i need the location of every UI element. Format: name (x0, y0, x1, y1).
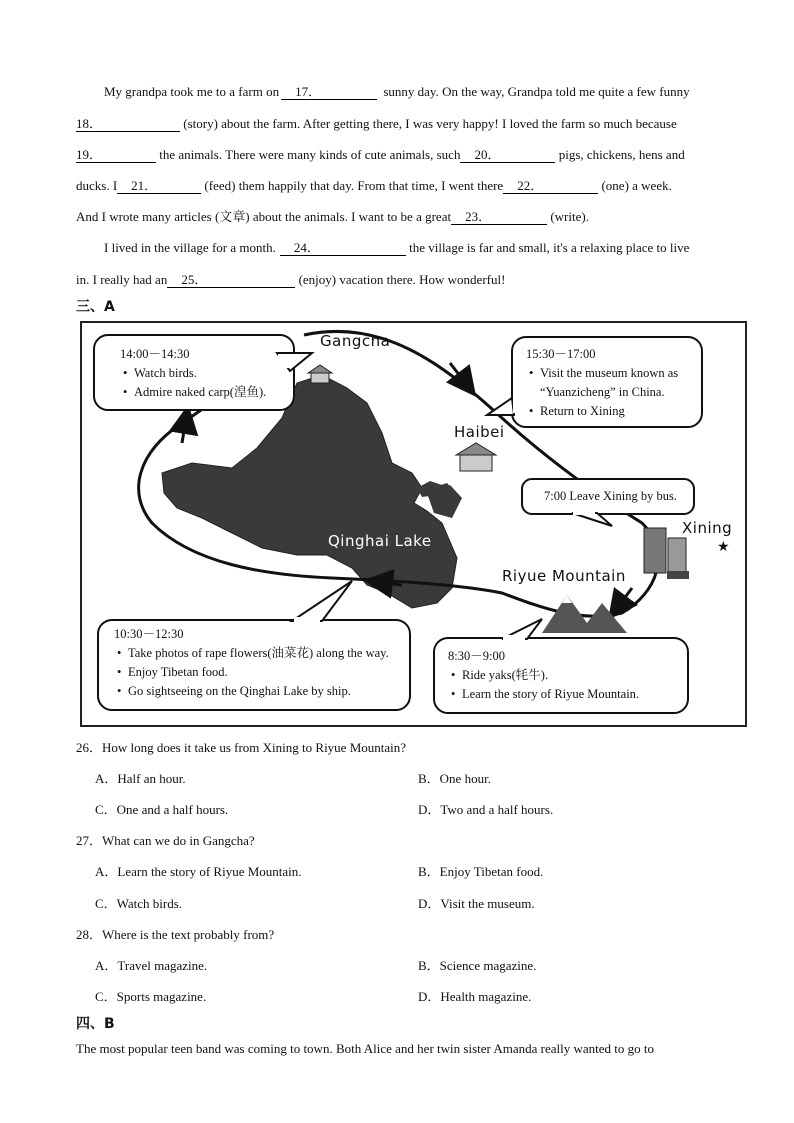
option-27-d[interactable]: D．Visit the museum. (418, 896, 535, 911)
option-27-a[interactable]: A．Learn the story of Riyue Mountain. (95, 864, 302, 879)
passage-text: (enjoy) vacation there. How wonderful! (298, 272, 506, 287)
passage-b-first-line: The most popular teen band was coming to town. Both Alice and her twin sister Amanda really wanted to go to (76, 1041, 655, 1056)
bubble-item: • Visit the museum known as (540, 364, 678, 383)
blank-18[interactable] (76, 117, 180, 132)
bubble-time: 8:30－9:00 (448, 649, 505, 663)
bubble-item: • Admire naked carp(湟鱼). (134, 383, 266, 402)
bubble-item: • Learn the story of Riyue Mountain. (462, 685, 639, 704)
bubble-riyue-mountain (448, 647, 639, 704)
place-label-gangcha: Gangcha (320, 332, 391, 350)
bubble-item: • Enjoy Tibetan food. (128, 663, 389, 682)
passage-line-5 (76, 208, 746, 226)
bubble-leave-xining: 7:00 Leave Xining by bus. (544, 489, 677, 503)
place-label-xining: Xining (682, 519, 733, 537)
bubble-item: • Watch birds. (134, 364, 266, 383)
passage-text: the animals. There were many kinds of cute animals, such (159, 147, 461, 162)
bubble-item-continued (540, 383, 678, 402)
blank-20[interactable] (460, 148, 555, 163)
blank-24-label: 24． (293, 240, 320, 255)
capital-star-icon: ★ (717, 540, 730, 555)
bubble-gangcha (120, 345, 266, 402)
option-26-b[interactable]: B．One hour. (418, 771, 491, 786)
option-26-c[interactable]: C．One and a half hours. (95, 802, 229, 817)
passage-text: sunny day. On the way, Grandpa told me quite a few funny (383, 84, 690, 99)
bubble-qinghai-lake (114, 625, 389, 701)
passage-text: in. I really had an (76, 272, 168, 287)
blank-21-label: 21． (131, 178, 158, 193)
passage-text: (one) a week. (601, 178, 672, 193)
bubble-item: • Take photos of rape flowers(油菜花) along the way. (128, 644, 389, 663)
passage-text: My grandpa took me to a farm on (104, 84, 280, 99)
question-28: 28．Where is the text probably from? (76, 927, 275, 942)
place-label-riyue-mountain: Riyue Mountain (502, 567, 626, 585)
passage-line-3 (76, 146, 746, 164)
blank-20-label: 20． (474, 147, 501, 162)
passage-text: ducks. I (76, 178, 118, 193)
haibei-house-icon (456, 443, 496, 471)
option-26-a[interactable]: A．Half an hour. (95, 771, 186, 786)
blank-22-label: 22． (517, 178, 544, 193)
route-arrow-2 (617, 588, 632, 608)
blank-17[interactable] (281, 85, 377, 100)
bubble-time: 15:30－17:00 (526, 347, 596, 361)
bubble-time: 14:00－14:30 (120, 347, 190, 361)
option-26-d[interactable]: D．Two and a half hours. (418, 802, 554, 817)
bubble-item: • Ride yaks(牦牛). (462, 666, 639, 685)
blank-19-label: 19． (76, 147, 103, 162)
passage-text: And I wrote many articles (文章) about the animals. I want to be a great (76, 209, 452, 224)
passage-line-1 (104, 83, 746, 101)
option-27-b[interactable]: B．Enjoy Tibetan food. (418, 864, 544, 879)
blank-17-label: 17． (295, 84, 322, 99)
option-28-d[interactable]: D．Health magazine. (418, 989, 532, 1004)
section-heading-4b: 四、B (76, 1016, 115, 1032)
question-27: 27．What can we do in Gangcha? (76, 833, 255, 848)
option-27-c[interactable]: C．Watch birds. (95, 896, 183, 911)
blank-22[interactable] (503, 179, 598, 194)
question-26: 26．How long does it take us from Xining to Riyue Mountain? (76, 740, 407, 755)
bubble-item-text: “Yuanzicheng” in China. (540, 385, 665, 399)
passage-text: (feed) them happily that day. From that time, I went there (204, 178, 504, 193)
passage-line-7 (76, 271, 746, 289)
passage-line-4 (76, 177, 746, 195)
option-28-b[interactable]: B．Science magazine. (418, 958, 537, 973)
passage-text: pigs, chickens, hens and (558, 147, 685, 162)
blank-24[interactable] (280, 241, 406, 256)
blank-23-label: 23． (465, 209, 492, 224)
bubble-time: 10:30－12:30 (114, 627, 184, 641)
passage-text: the village is far and small, it's a relaxing place to live (409, 240, 690, 255)
passage-line-6 (104, 239, 746, 257)
blank-25[interactable] (167, 273, 295, 288)
passage-text: I lived in the village for a month. (104, 240, 276, 255)
bubble-museum (526, 345, 678, 421)
passage-text: (write). (550, 209, 589, 224)
blank-23[interactable] (451, 210, 547, 225)
passage-line-2 (76, 115, 746, 133)
passage-text: (story) about the farm. After getting there, I was very happy! I loved the farm so much because (183, 116, 677, 131)
place-label-qinghai-lake: Qinghai Lake (328, 532, 432, 550)
blank-18-label: 18． (76, 116, 103, 131)
route-map (80, 321, 747, 727)
blank-25-label: 25． (181, 272, 208, 287)
bubble-item: • Return to Xining (540, 402, 678, 421)
blank-19[interactable] (76, 148, 156, 163)
bubble-item: • Go sightseeing on the Qinghai Lake by ship. (128, 682, 389, 701)
option-28-a[interactable]: A．Travel magazine. (95, 958, 208, 973)
place-label-haibei: Haibei (454, 423, 505, 441)
blank-21[interactable] (117, 179, 201, 194)
option-28-c[interactable]: C．Sports magazine. (95, 989, 207, 1004)
gangcha-house-icon (308, 365, 332, 383)
section-heading-3a: 三、A (76, 299, 115, 315)
